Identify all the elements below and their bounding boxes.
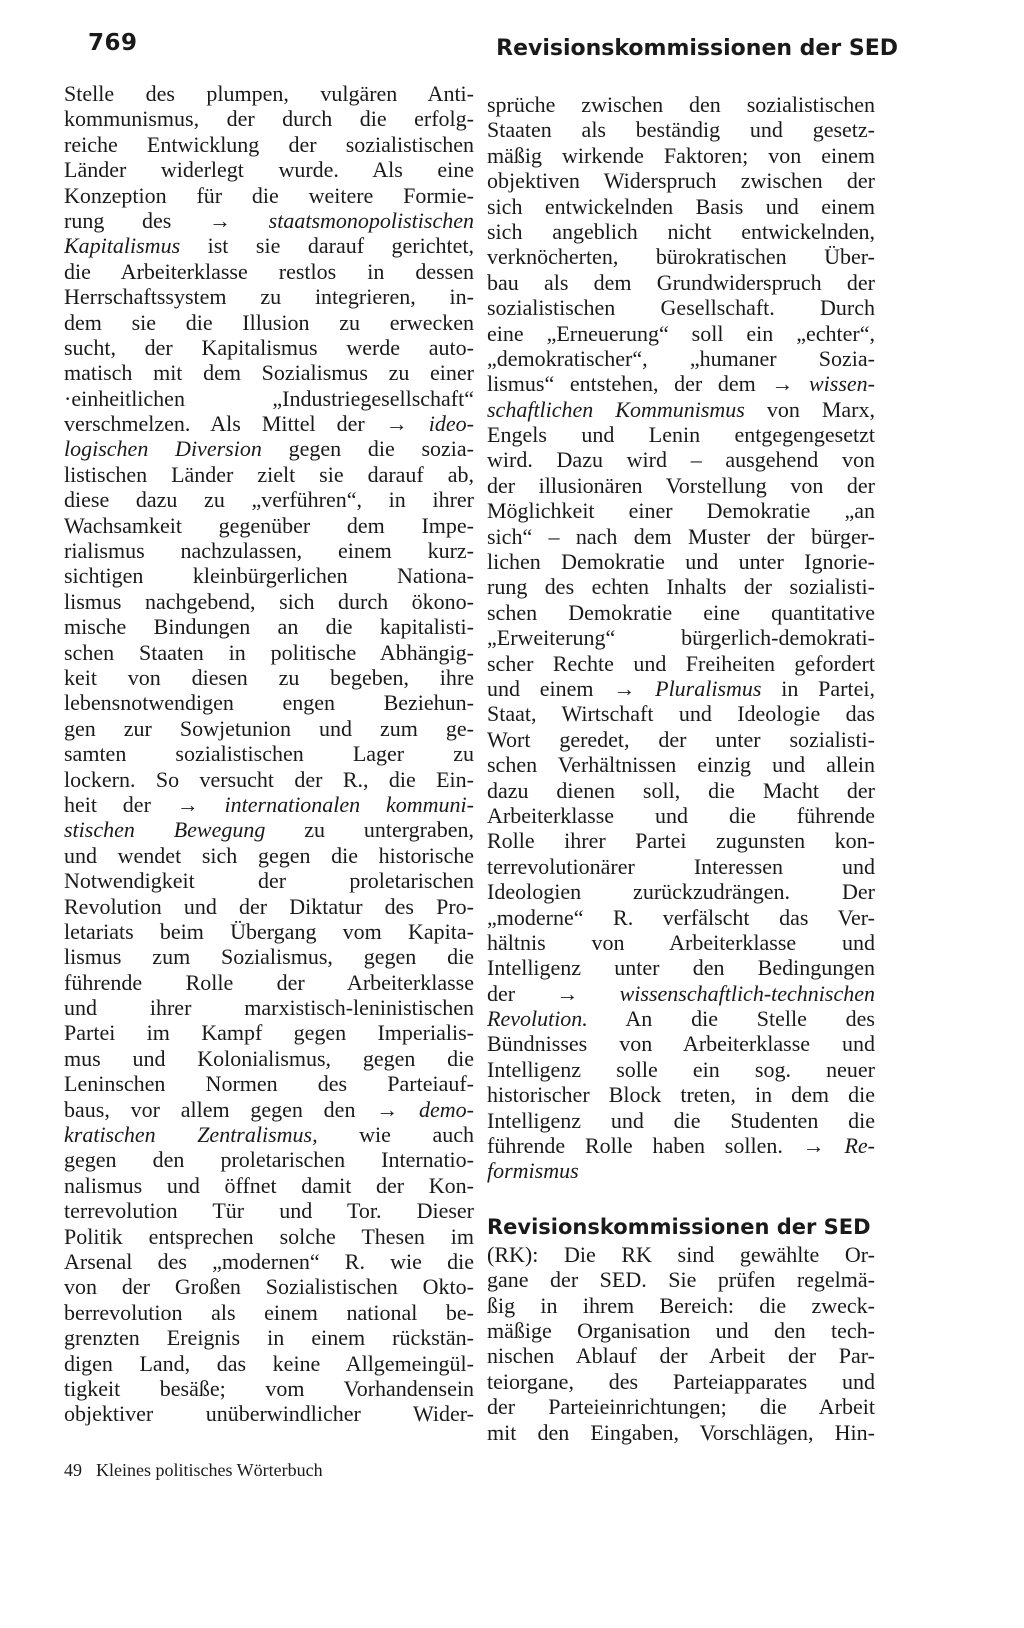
text-segment: schen Staaten in politische Abhängig- [64, 639, 474, 665]
right-text-column [487, 92, 875, 1445]
text-segment: hältnis von Arbeiterklasse und [487, 929, 875, 955]
italic-term: Pluralismus [655, 675, 762, 701]
text-segment: Rolle ihrer Partei zugunsten kon- [487, 828, 875, 854]
text-segment: heit der → [64, 791, 225, 817]
italic-term: wissenschaftlich-technischen [619, 980, 875, 1006]
text-line [487, 676, 875, 701]
text-line [487, 346, 875, 371]
text-segment: „demokratischer“, „humaner Sozia- [487, 345, 875, 371]
text-line [487, 778, 875, 803]
text-segment: historischer Block treten, in dem die [487, 1082, 875, 1108]
text-line [64, 259, 474, 284]
text-segment: verknöcherten, bürokratischen Über- [487, 244, 875, 270]
text-line [487, 752, 875, 777]
text-line [487, 295, 875, 320]
text-segment: sucht, der Kapitalismus werde auto- [64, 334, 474, 360]
text-segment: lismus“ entstehen, der dem → [487, 371, 809, 397]
text-line [64, 843, 474, 868]
text-line [487, 168, 875, 193]
text-line [64, 970, 474, 995]
text-line [487, 1158, 875, 1183]
italic-term: Revolution. [487, 1006, 588, 1032]
text-line [487, 727, 875, 752]
text-segment: sichtigen kleinbürgerlichen Nationa- [64, 563, 474, 589]
italic-term: stischen Bewegung [64, 817, 266, 843]
italic-term: demo- [419, 1096, 474, 1122]
text-line [487, 981, 875, 1006]
text-line [64, 436, 474, 461]
text-line [487, 1293, 875, 1318]
text-line [64, 411, 474, 436]
text-line [64, 157, 474, 182]
text-line [64, 310, 474, 335]
text-line [64, 1249, 474, 1274]
text-segment: Revolution und der Diktatur des Pro- [64, 893, 474, 919]
entry-title: Revisionskommissionen der SED [487, 1214, 871, 1239]
text-line [487, 1343, 875, 1368]
italic-term: wissen- [809, 371, 875, 397]
text-line [64, 335, 474, 360]
text-segment: „Erweiterung“ bürgerlich-demokrati- [487, 625, 875, 651]
italic-term: logischen Diversion [64, 436, 262, 462]
text-segment: mische Bindungen an die kapitalisti- [64, 614, 474, 640]
running-title: Revisionskommissionen der SED [496, 36, 898, 61]
text-segment: mit den Eingaben, Vorschlägen, Hin- [487, 1419, 875, 1445]
text-line [487, 1420, 875, 1445]
text-segment: rung des → [64, 207, 269, 233]
text-segment: matisch mit dem Sozialismus zu einer [64, 360, 474, 386]
text-segment: gegen den proletarischen Internatio- [64, 1147, 474, 1173]
text-segment: digen Land, das keine Allgemeingül- [64, 1350, 474, 1376]
text-line [64, 767, 474, 792]
text-segment: Länder widerlegt wurde. Als eine [64, 157, 474, 183]
text-line [487, 600, 875, 625]
text-line [64, 792, 474, 817]
text-line [64, 1122, 474, 1147]
text-line [64, 640, 474, 665]
text-line [487, 955, 875, 980]
text-line [487, 828, 875, 853]
left-text-column [64, 81, 474, 1427]
book-title: Kleines politisches Wörterbuch [96, 1460, 323, 1480]
text-segment: nalismus und öffnet damit der Kon- [64, 1172, 474, 1198]
text-segment: zu untergraben, [265, 817, 474, 843]
text-line [487, 498, 875, 523]
right-column-continuation [487, 92, 875, 1184]
text-line [487, 270, 875, 295]
text-segment: mäßige Organisation und den tech- [487, 1317, 875, 1343]
text-line [487, 905, 875, 930]
text-segment: keit von diesen zu begeben, ihre [64, 664, 474, 690]
text-segment: sozialistischen Gesellschaft. Durch [487, 295, 875, 321]
text-line [487, 92, 875, 117]
text-segment: Intelligenz unter den Bedingungen [487, 955, 875, 981]
text-line [487, 803, 875, 828]
text-segment: (RK): Die RK sind gewählte Or- [487, 1241, 875, 1267]
text-line [64, 690, 474, 715]
text-segment: listischen Länder zielt sie darauf ab, [64, 461, 474, 487]
text-segment: objektiver unüberwindlicher Wider- [64, 1401, 474, 1427]
text-line [487, 1394, 875, 1419]
text-line [64, 563, 474, 588]
text-segment: von Marx, [744, 396, 875, 422]
text-line [487, 1006, 875, 1031]
text-line [487, 1133, 875, 1158]
text-line [64, 183, 474, 208]
text-line [64, 1198, 474, 1223]
text-line [487, 244, 875, 269]
text-segment: der → [487, 980, 620, 1006]
italic-term: formismus [487, 1158, 579, 1184]
text-line [487, 1242, 875, 1267]
text-segment: sich entwickelnden Basis und einem [487, 193, 875, 219]
text-segment: sich angeblich nicht entwickelnden, [487, 218, 875, 244]
text-segment: lockern. So versucht der R., die Ein- [64, 766, 474, 792]
text-line [487, 701, 875, 726]
italic-term: Re- [844, 1133, 875, 1159]
text-segment: Möglichkeit einer Demokratie „an [487, 498, 875, 524]
text-segment: mäßig wirkende Faktoren; von einem [487, 142, 875, 168]
text-line [487, 1369, 875, 1394]
text-line [64, 716, 474, 741]
text-line [64, 538, 474, 563]
text-line [487, 651, 875, 676]
text-segment: rung des echten Inhalts der sozialisti- [487, 574, 875, 600]
text-segment: schen Demokratie eine quantitative [487, 599, 875, 625]
text-segment: Notwendigkeit der proletarischen [64, 868, 474, 894]
text-segment: Herrschaftssystem zu integrieren, in- [64, 284, 474, 310]
text-segment: grenzten Ereignis in einem rückstän- [64, 1325, 474, 1351]
text-line [487, 879, 875, 904]
text-line [487, 1031, 875, 1056]
text-segment: eine „Erneuerung“ soll ein „echter“, [487, 320, 875, 346]
text-line [64, 1376, 474, 1401]
text-segment: rialismus nachzulassen, einem kurz- [64, 538, 474, 564]
text-segment: Konzeption für die weitere Formie- [64, 182, 474, 208]
text-segment: und einem → [487, 675, 656, 701]
text-segment: und wendet sich gegen die historische [64, 842, 474, 868]
text-segment: Ideologien zurückzudrängen. Der [487, 879, 875, 905]
text-segment: sich“ – nach dem Muster der bürger- [487, 523, 875, 549]
text-segment: Intelligenz und die Studenten die [487, 1107, 875, 1133]
text-segment: Stelle des plumpen, vulgären Anti- [64, 81, 474, 106]
text-line [64, 284, 474, 309]
text-line [487, 1267, 875, 1292]
text-segment: und ihrer marxistisch-leninistischen [64, 995, 474, 1021]
text-line [487, 625, 875, 650]
text-segment: reiche Entwicklung der sozialistischen [64, 131, 474, 157]
text-segment: dazu dienen soll, die Macht der [487, 777, 875, 803]
text-line [487, 321, 875, 346]
text-segment: tigkeit besäße; vom Vorhandensein [64, 1375, 474, 1401]
text-line [487, 1082, 875, 1107]
text-line [487, 219, 875, 244]
text-line [64, 233, 474, 258]
text-line [64, 1401, 474, 1426]
text-segment: samten sozialistischen Lager zu [64, 741, 474, 767]
text-segment: baus, vor allem gegen den → [64, 1096, 420, 1122]
text-segment: verschmelzen. Als Mittel der → [64, 411, 429, 437]
text-segment: scher Rechte und Freiheiten gefordert [487, 650, 875, 676]
italic-term: internationalen kommuni- [224, 791, 474, 817]
text-line [487, 1057, 875, 1082]
text-segment: die Arbeiterklasse restlos in dessen [64, 258, 474, 284]
text-segment: der illusionären Vorstellung von der [487, 472, 875, 498]
text-segment: terrevolutionärer Interessen und [487, 853, 875, 879]
text-segment: wie auch [317, 1122, 474, 1148]
text-segment: führende Rolle haben sollen. → [487, 1133, 845, 1159]
text-segment: diese dazu zu „verführen“, in ihrer [64, 487, 474, 513]
text-line [64, 1097, 474, 1122]
text-line [487, 1318, 875, 1343]
text-line [487, 549, 875, 574]
text-segment: gen zur Sowjetunion und zum ge- [64, 715, 474, 741]
text-line [64, 386, 474, 411]
text-segment: dem sie die Illusion zu erwecken [64, 309, 474, 335]
text-segment: terrevolution Tür und Tor. Dieser [64, 1198, 474, 1224]
text-segment: lismus nachgebend, sich durch ökono- [64, 588, 474, 614]
text-line [64, 894, 474, 919]
text-line [64, 1224, 474, 1249]
signature-number: 49 [64, 1460, 82, 1480]
entry-body [487, 1242, 875, 1445]
text-line [64, 741, 474, 766]
text-line [64, 817, 474, 842]
italic-term: ideo- [428, 411, 474, 437]
text-segment: Intelligenz solle ein sog. neuer [487, 1056, 875, 1082]
text-segment: lismus zum Sozialismus, gegen die [64, 944, 474, 970]
text-segment: Leninschen Normen des Parteiauf- [64, 1071, 474, 1097]
text-line [487, 397, 875, 422]
text-segment: Partei im Kampf gegen Imperialis- [64, 1020, 474, 1046]
text-line [487, 473, 875, 498]
text-line [64, 1325, 474, 1350]
text-line [64, 106, 474, 131]
text-line [64, 1071, 474, 1096]
text-segment: gane der SED. Sie prüfen regelmä- [487, 1267, 875, 1293]
text-segment: von der Großen Sozialistischen Okto- [64, 1274, 474, 1300]
italic-term: staatsmonopolistischen [268, 207, 474, 233]
text-line [64, 513, 474, 538]
text-segment: Arbeiterklasse und die führende [487, 802, 875, 828]
text-line [64, 868, 474, 893]
text-segment: führende Rolle der Arbeiterklasse [64, 969, 474, 995]
text-line [64, 919, 474, 944]
text-line [64, 1274, 474, 1299]
text-segment: ·einheitlichen „Industriegesellschaft“ [64, 385, 474, 411]
text-segment: nischen Ablauf der Arbeit der Par- [487, 1343, 875, 1369]
text-segment: in Partei, [761, 675, 875, 701]
text-line [64, 1351, 474, 1376]
text-line [64, 360, 474, 385]
text-line [64, 1046, 474, 1071]
text-line [64, 462, 474, 487]
text-segment: „moderne“ R. verfälscht das Ver- [487, 904, 875, 930]
text-segment: Wort geredet, der unter sozialisti- [487, 726, 875, 752]
text-segment: Staaten als beständig und gesetz- [487, 117, 875, 143]
italic-term: kratischen Zentralismus, [64, 1122, 318, 1148]
text-line [487, 447, 875, 472]
italic-term: schaftlichen Kommunismus [487, 396, 745, 422]
text-line [64, 995, 474, 1020]
text-segment: lichen Demokratie und unter Ignorie- [487, 549, 875, 575]
text-segment: lebensnotwendigen engen Beziehun- [64, 690, 474, 716]
text-line [487, 143, 875, 168]
text-segment: An die Stelle des [587, 1006, 875, 1032]
text-segment: Staat, Wirtschaft und Ideologie das [487, 701, 875, 727]
text-line [64, 1020, 474, 1045]
text-segment: Arsenal des „modernen“ R. wie die [64, 1248, 474, 1274]
text-segment: mus und Kolonialismus, gegen die [64, 1045, 474, 1071]
text-line [487, 422, 875, 447]
text-line [64, 1300, 474, 1325]
text-segment: Politik entsprechen solche Thesen im [64, 1223, 474, 1249]
text-line [487, 117, 875, 142]
text-line [64, 1147, 474, 1172]
text-line [64, 1173, 474, 1198]
text-line [64, 589, 474, 614]
text-segment: gegen die sozia- [261, 436, 474, 462]
text-line [487, 371, 875, 396]
text-segment: teiorgane, des Parteiapparates und [487, 1368, 875, 1394]
text-segment: objektiven Widerspruch zwischen der [487, 168, 875, 194]
text-segment: berrevolution als einem national be- [64, 1299, 474, 1325]
entry-spacer [487, 1184, 875, 1212]
text-line [487, 854, 875, 879]
text-segment: sprüche zwischen den sozialistischen [487, 92, 875, 117]
text-segment: Wachsamkeit gegenüber dem Impe- [64, 512, 474, 538]
text-segment: Bündnisses von Arbeiterklasse und [487, 1031, 875, 1057]
text-line [64, 665, 474, 690]
text-line [487, 1108, 875, 1133]
text-line [487, 524, 875, 549]
text-line [64, 944, 474, 969]
text-line [64, 614, 474, 639]
italic-term: Kapitalismus [64, 233, 181, 259]
text-line [487, 194, 875, 219]
text-segment: ßig in ihrem Bereich: die zweck- [487, 1292, 875, 1318]
text-line [487, 930, 875, 955]
text-segment: letariats beim Übergang vom Kapita- [64, 918, 474, 944]
page-footer [64, 1460, 323, 1481]
text-segment: kommunismus, der durch die erfolg- [64, 106, 474, 132]
text-line [64, 81, 474, 106]
text-segment: bau als dem Grundwiderspruch der [487, 269, 875, 295]
text-line [64, 487, 474, 512]
text-segment: wird. Dazu wird – ausgehend von [487, 447, 875, 473]
text-segment: der Parteieinrichtungen; die Arbeit [487, 1394, 875, 1420]
text-segment: schen Verhältnissen einzig und allein [487, 752, 875, 778]
text-segment: Engels und Lenin entgegengesetzt [487, 422, 875, 448]
page-number: 769 [88, 30, 138, 56]
text-line [64, 208, 474, 233]
text-segment: ist sie darauf gerichtet, [180, 233, 474, 259]
text-line [487, 574, 875, 599]
text-line [64, 132, 474, 157]
